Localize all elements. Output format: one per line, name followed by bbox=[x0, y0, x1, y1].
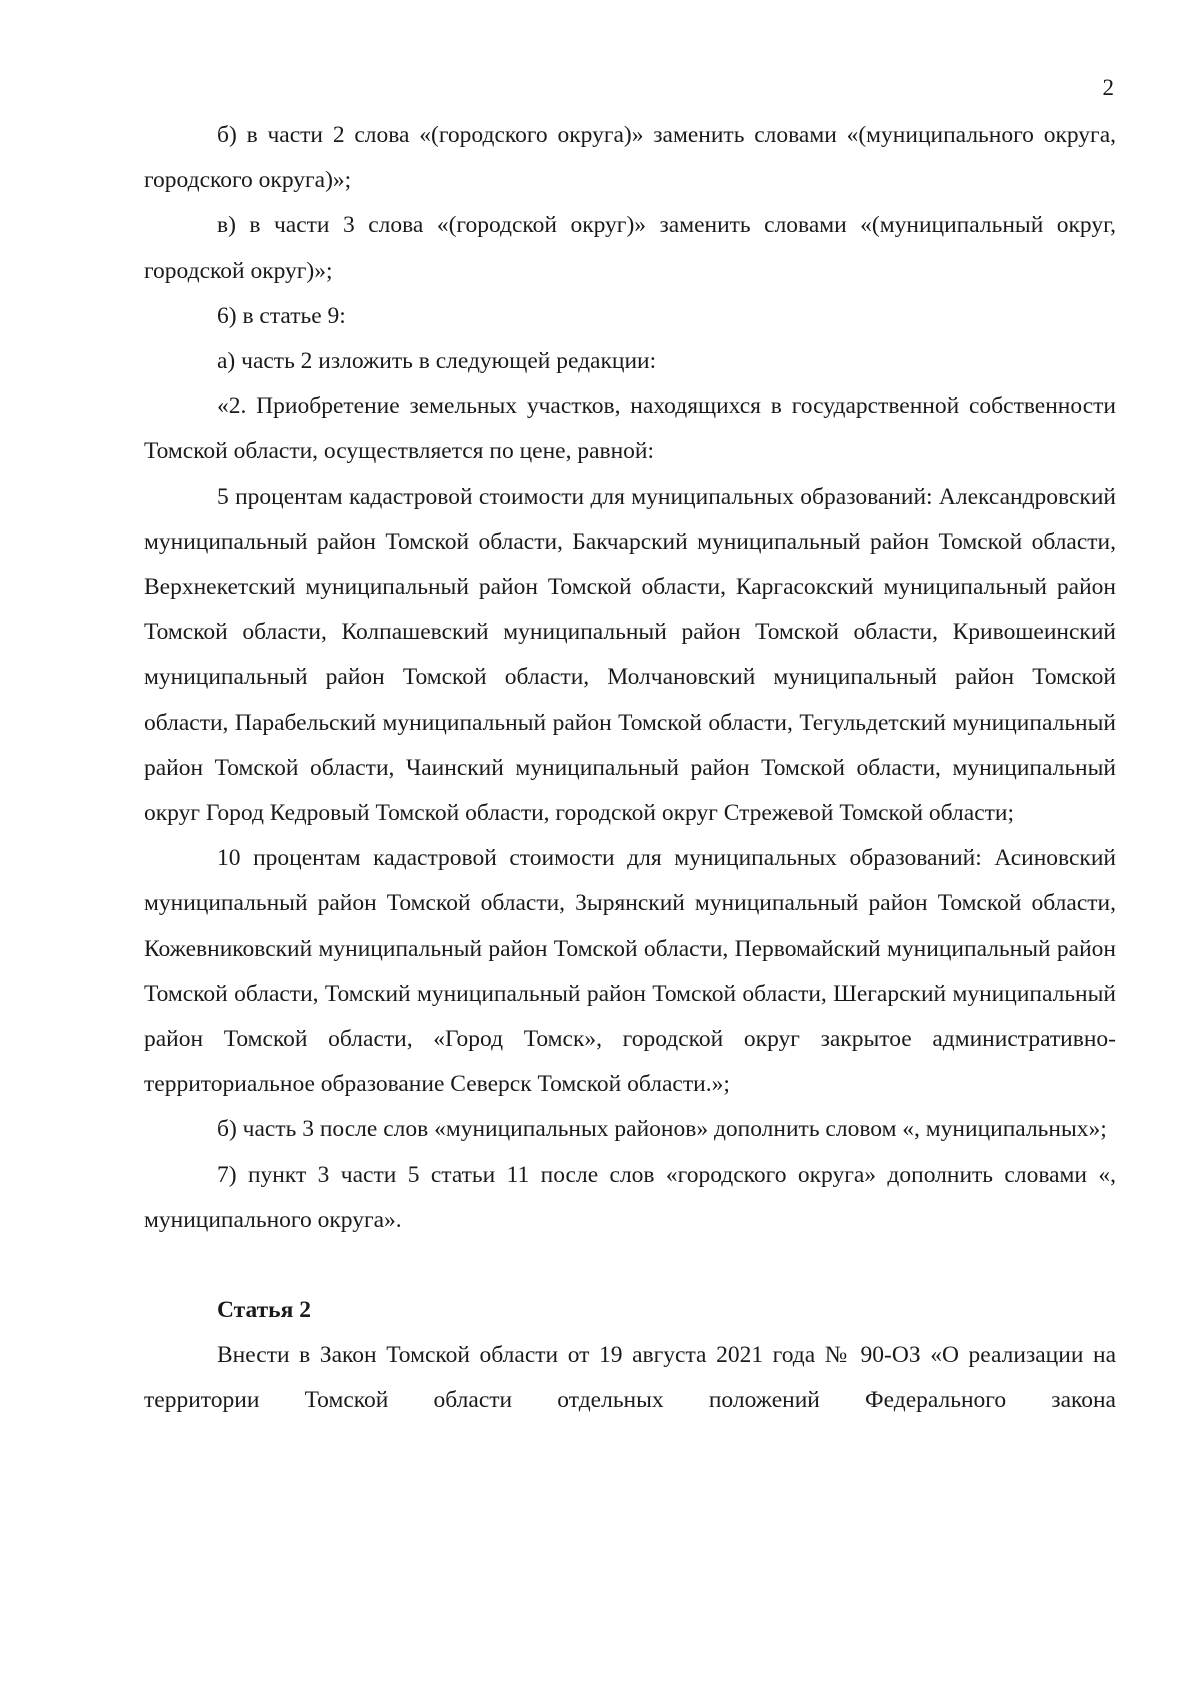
paragraph-subitem-b: б) часть 3 после слов «муниципальных районов» дополнить словом «, муниципальных»; bbox=[217, 1116, 1107, 1143]
paragraph-item-6: 6) в статье 9: bbox=[217, 302, 346, 329]
paragraph-quoted-part-2: «2. Приобретение земельных участков, находящихся в государственной собственности Томской области, осуществляется по цене, равной: bbox=[144, 393, 1116, 465]
article-heading: Статья 2 bbox=[217, 1297, 311, 1324]
paragraph-10-percent: 10 процентам кадастровой стоимости для муниципальных образований: Асиновский муниципальный район Томской области, Зырянский муниципальный район Томской области, Кожевниковский муниципальный район Томской области, Первомайский муниципальный район Томской области, Томский муниципальный район Томской области, Шегарский муниципальный район Томской области, «Город Томск», городской округ закрытое административно-территориальное образование Северск Томской области.»; bbox=[144, 845, 1116, 1098]
document-body bbox=[144, 113, 1116, 1424]
paragraph-amend-part-3: в) в части 3 слова «(городской округ)» заменить словами «(муниципальный округ, городской округ)»; bbox=[144, 212, 1116, 284]
paragraph-5-percent: 5 процентам кадастровой стоимости для муниципальных образований: Александровский муниципальный район Томской области, Бакчарский муниципальный район Томской области, Верхнекетский муниципальный район Томской области, Каргасокский муниципальный район Томской области, Колпашевский муниципальный район Томской области, Кривошеинский муниципальный район Томской области, Молчановский муниципальный район Томской области, Парабельский муниципальный район Томской области, Тегульдетский муниципальный район Томской области, Чаинский муниципальный район Томской области, муниципальный округ Город Кедровый Томской области, городской округ Стрежевой Томской области; bbox=[144, 483, 1116, 827]
paragraph-item-7: 7) пункт 3 части 5 статьи 11 после слов «городского округа» дополнить словами «, муниципального округа». bbox=[144, 1161, 1116, 1233]
paragraph-amend-part-2: б) в части 2 слова «(городского округа)» заменить словами «(муниципального округа, городского округа)»; bbox=[144, 122, 1116, 194]
article-text: Внести в Закон Томской области от 19 августа 2021 года № 90-ОЗ «О реализации на территории Томской области отдельных положений Федерального закона bbox=[144, 1342, 1116, 1414]
paragraph-subitem-a: а) часть 2 изложить в следующей редакции: bbox=[217, 348, 657, 375]
page-number: 2 bbox=[1102, 75, 1114, 100]
